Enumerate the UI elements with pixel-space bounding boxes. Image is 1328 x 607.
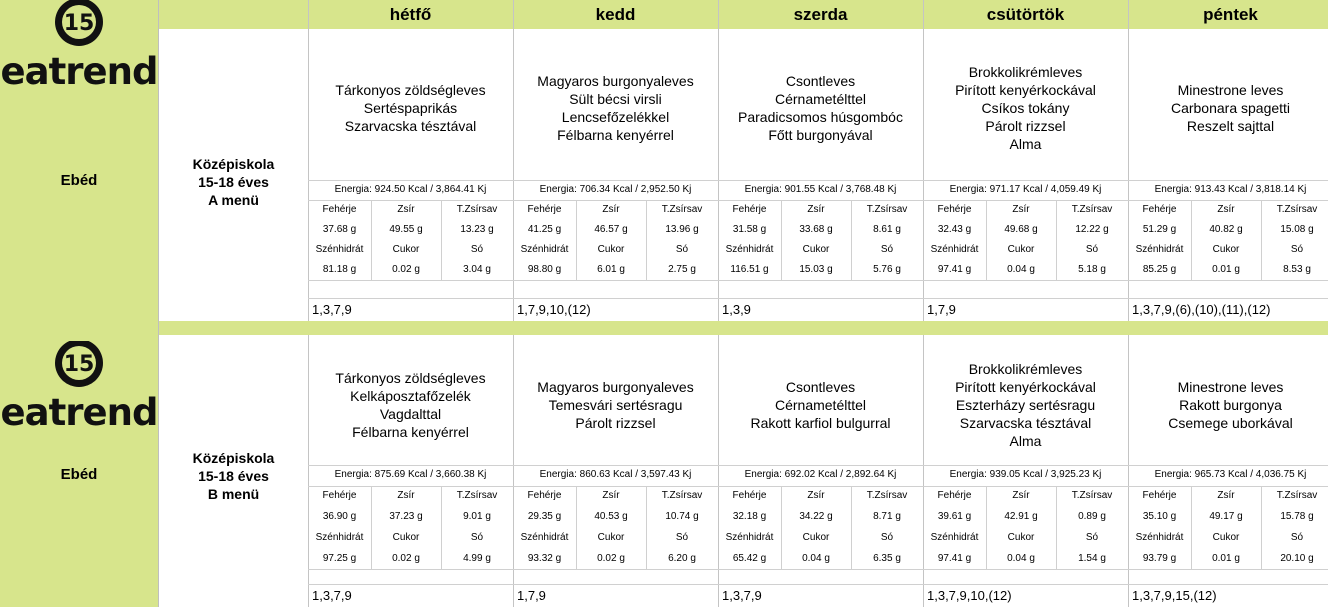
energy-value: Energia: 706.34 Kcal / 2,952.50 Kj — [539, 184, 692, 195]
nutrient-value: 0.04 g — [1007, 264, 1035, 275]
nutrient-label: Só — [1290, 244, 1304, 255]
nutrient-value: 32.43 g — [937, 224, 972, 235]
nutrient-value: 46.57 g — [594, 224, 628, 235]
grid-line — [781, 200, 782, 280]
nutrient-value: 37.23 g — [389, 511, 423, 522]
logo-number: 15 — [63, 352, 95, 377]
menu-items — [718, 38, 923, 178]
day-header: hétfő — [389, 5, 432, 24]
nutrient-value: 10.74 g — [665, 511, 699, 522]
nutrient-label: Szénhidrát — [520, 244, 569, 255]
day-header: péntek — [1203, 5, 1258, 24]
nutrient-label: T.Zsírsav — [661, 490, 703, 501]
nutrient-value: 13.96 g — [665, 224, 699, 235]
nutrient-label: T.Zsírsav — [456, 490, 498, 501]
menu-item: Reszelt sajttal — [1186, 118, 1275, 134]
menu-item: Pirított kenyérkockával — [955, 82, 1096, 98]
nutrient-value: 36.90 g — [322, 511, 357, 522]
grid-line — [371, 486, 372, 569]
allergen-codes: 1,3,7,9,10,(12) — [927, 588, 1012, 603]
nutrient-value: 0.02 g — [392, 553, 420, 564]
nutrient-label: Fehérje — [527, 490, 562, 501]
grid-line — [513, 0, 514, 321]
nutrient-value: 15.08 g — [1280, 224, 1314, 235]
energy-value: Energia: 692.02 Kcal / 2,892.64 Kj — [744, 469, 897, 480]
grid-line — [851, 200, 852, 280]
nutrient-label: Só — [880, 244, 894, 255]
grid-line — [718, 335, 719, 607]
menu-item: Paradicsomos húsgombóc — [738, 109, 903, 125]
allergen-codes: 1,3,9 — [722, 302, 751, 317]
menu-item: Cérnametélttel — [774, 397, 867, 413]
menu-item: Csíkos tokány — [981, 100, 1070, 116]
grid-line — [718, 0, 719, 321]
nutrient-value: 12.22 g — [1075, 224, 1109, 235]
nutrient-value: 40.53 g — [594, 511, 628, 522]
nutrient-label: Fehérje — [322, 490, 357, 501]
menu-items — [923, 38, 1128, 178]
menu-item: Lencsefőzelékkel — [561, 109, 670, 125]
grid-line — [308, 584, 1328, 585]
energy-value: Energia: 971.17 Kcal / 4,059.49 Kj — [949, 184, 1102, 195]
grid-line — [646, 486, 647, 569]
grid-line — [1261, 486, 1262, 569]
meal-label: Ebéd — [60, 466, 98, 483]
menu-item: Minestrone leves — [1177, 82, 1284, 98]
allergen-codes: 1,3,7,9 — [312, 588, 352, 603]
nutrient-value: 35.10 g — [1142, 511, 1177, 522]
nutrient-label: T.Zsírsav — [456, 204, 498, 215]
nutrient-label: Só — [1085, 244, 1099, 255]
nutrient-value: 33.68 g — [799, 224, 833, 235]
nutrient-label: Szénhidrát — [930, 532, 979, 543]
nutrient-value: 0.02 g — [392, 264, 420, 275]
day-header: csütörtök — [986, 5, 1065, 24]
energy-value: Energia: 901.55 Kcal / 3,768.48 Kj — [744, 184, 897, 195]
energy-value: Energia: 939.05 Kcal / 3,925.23 Kj — [949, 469, 1102, 480]
nutrient-label: Fehérje — [937, 204, 972, 215]
nutrient-label: Fehérje — [1142, 490, 1177, 501]
nutrient-value: 8.61 g — [873, 224, 901, 235]
menu-item: Párolt rizzsel — [575, 415, 656, 431]
allergen-codes: 1,3,7,9,15,(12) — [1132, 588, 1217, 603]
nutrient-label: Szénhidrát — [725, 532, 774, 543]
nutrient-value: 0.01 g — [1212, 553, 1240, 564]
menu-item: Főtt burgonyával — [768, 127, 873, 143]
group-label: Középiskola — [192, 156, 275, 172]
grid-line — [371, 200, 372, 280]
nutrient-label: T.Zsírsav — [1071, 490, 1113, 501]
menu-item: Csontleves — [785, 379, 856, 395]
nutrient-value: 2.75 g — [668, 264, 696, 275]
nutrient-value: 49.68 g — [1004, 224, 1038, 235]
nutrient-label: Zsír — [807, 204, 825, 215]
nutrient-label: Só — [1085, 532, 1099, 543]
nutrient-label: Cukor — [802, 532, 830, 543]
nutrient-label: Cukor — [802, 244, 830, 255]
grid-line — [308, 569, 1328, 570]
nutrient-label: T.Zsírsav — [866, 490, 908, 501]
menu-item: Szarvacska tésztával — [344, 118, 477, 134]
group-label: 15-18 éves — [198, 174, 269, 190]
grid-line — [308, 180, 1328, 181]
energy-value: Energia: 913.43 Kcal / 3,818.14 Kj — [1154, 184, 1307, 195]
nutrient-value: 42.91 g — [1004, 511, 1038, 522]
nutrient-label: Zsír — [602, 490, 620, 501]
menu-item: Minestrone leves — [1177, 379, 1284, 395]
nutrient-label: Zsír — [1217, 204, 1235, 215]
menu-item: Magyaros burgonyaleves — [537, 379, 694, 395]
nutrient-label: T.Zsírsav — [1276, 204, 1318, 215]
nutrient-value: 5.76 g — [873, 264, 901, 275]
nutrient-value: 0.89 g — [1078, 511, 1106, 522]
nutrient-label: Cukor — [597, 532, 625, 543]
allergen-codes: 1,7,9 — [517, 588, 546, 603]
menu-item: Rakott burgonya — [1179, 397, 1282, 413]
grid-line — [441, 200, 442, 280]
allergen-codes: 1,3,7,9 — [722, 588, 762, 603]
nutrient-value: 0.04 g — [802, 553, 830, 564]
nutrient-label: Zsír — [1217, 490, 1235, 501]
grid-line — [1056, 486, 1057, 569]
grid-line — [781, 486, 782, 569]
nutrient-label: Szénhidrát — [1135, 244, 1184, 255]
nutrient-value: 0.01 g — [1212, 264, 1240, 275]
nutrient-label: T.Zsírsav — [866, 204, 908, 215]
nutrient-label: Só — [675, 244, 689, 255]
allergen-codes: 1,3,7,9 — [312, 302, 352, 317]
menu-items — [718, 345, 923, 465]
menu-item: Sertéspaprikás — [363, 100, 458, 116]
menu-item: Cérnametélttel — [774, 91, 867, 107]
eatrend-logo — [0, 0, 158, 110]
menu-items — [1128, 38, 1328, 178]
grid-line — [576, 486, 577, 569]
nutrient-value: 32.18 g — [732, 511, 767, 522]
nutrient-value: 97.41 g — [937, 264, 972, 275]
nutrient-value: 116.51 g — [730, 264, 769, 275]
nutrient-label: Só — [470, 532, 484, 543]
energy-value: Energia: 924.50 Kcal / 3,864.41 Kj — [334, 184, 487, 195]
menu-item: Brokkolikrémleves — [968, 361, 1083, 377]
menu-item: Magyaros burgonyaleves — [537, 73, 694, 89]
allergen-codes: 1,3,7,9,(6),(10),(11),(12) — [1132, 302, 1271, 317]
nutrient-label: T.Zsírsav — [1276, 490, 1318, 501]
nutrient-value: 51.29 g — [1142, 224, 1177, 235]
grid-line — [441, 486, 442, 569]
menu-item: Félbarna kenyérrel — [352, 424, 469, 440]
nutrient-label: Szénhidrát — [1135, 532, 1184, 543]
menu-items — [308, 345, 513, 465]
brand-name: eatrend — [0, 391, 158, 434]
grid-line — [851, 486, 852, 569]
nutrient-value: 31.58 g — [732, 224, 767, 235]
nutrient-value: 41.25 g — [527, 224, 562, 235]
grid-line — [923, 335, 924, 607]
nutrient-label: Zsír — [397, 490, 415, 501]
menu-item: Vagdalttal — [379, 406, 442, 422]
allergen-codes: 1,7,9 — [927, 302, 956, 317]
grid-line — [986, 200, 987, 280]
allergen-codes: 1,7,9,10,(12) — [517, 302, 591, 317]
nutrient-label: Zsír — [1012, 204, 1030, 215]
grid-line — [986, 486, 987, 569]
menu-item: Csontleves — [785, 73, 856, 89]
meal-label: Ebéd — [60, 172, 98, 189]
grid-line — [308, 465, 1328, 466]
nutrient-value: 0.04 g — [1007, 553, 1035, 564]
eatrend-logo — [0, 341, 158, 451]
nutrient-label: Cukor — [1212, 532, 1240, 543]
energy-value: Energia: 965.73 Kcal / 4,036.75 Kj — [1154, 469, 1307, 480]
nutrient-value: 8.53 g — [1283, 264, 1311, 275]
group-label: B menü — [207, 486, 260, 502]
nutrient-value: 20.10 g — [1280, 553, 1314, 564]
grid-line — [646, 200, 647, 280]
nutrient-label: Só — [675, 532, 689, 543]
nutrient-label: Fehérje — [1142, 204, 1177, 215]
nutrient-label: Cukor — [1007, 532, 1035, 543]
grid-line — [308, 280, 1328, 281]
nutrient-label: Cukor — [392, 244, 420, 255]
group-label: A menü — [208, 192, 259, 208]
energy-value: Energia: 860.63 Kcal / 3,597.43 Kj — [539, 469, 692, 480]
nutrient-label: Szénhidrát — [520, 532, 569, 543]
nutrient-label: Zsír — [602, 204, 620, 215]
day-header: kedd — [595, 5, 636, 24]
nutrient-value: 93.32 g — [527, 553, 562, 564]
grid-line — [923, 0, 924, 321]
grid-line — [308, 486, 1328, 487]
nutrient-label: Só — [880, 532, 894, 543]
grid-line — [308, 335, 309, 607]
nutrient-value: 98.80 g — [527, 264, 562, 275]
nutrient-value: 93.79 g — [1142, 553, 1177, 564]
nutrient-value: 6.35 g — [873, 553, 901, 564]
nutrient-label: Cukor — [392, 532, 420, 543]
nutrient-value: 15.78 g — [1280, 511, 1314, 522]
grid-line — [1191, 486, 1192, 569]
menu-item: Rakott karfiol bulgurral — [750, 415, 891, 431]
menu-item: Alma — [1009, 136, 1042, 152]
nutrient-value: 1.54 g — [1078, 553, 1106, 564]
grid-line — [1128, 0, 1129, 321]
nutrient-label: Só — [1290, 532, 1304, 543]
menu-item: Csemege uborkával — [1168, 415, 1293, 431]
nutrient-value: 4.99 g — [463, 553, 491, 564]
nutrient-value: 15.03 g — [799, 264, 833, 275]
section-separator — [0, 321, 1328, 335]
grid-line — [1056, 200, 1057, 280]
nutrient-value: 8.71 g — [873, 511, 901, 522]
menu-item: Tárkonyos zöldségleves — [335, 82, 486, 98]
menu-item: Kelkáposztafőzelék — [350, 388, 471, 404]
menu-item: Félbarna kenyérrel — [557, 127, 674, 143]
grid-line — [1261, 200, 1262, 280]
menu-items — [513, 345, 718, 465]
nutrient-value: 97.41 g — [937, 553, 972, 564]
nutrient-label: Fehérje — [322, 204, 357, 215]
nutrient-label: T.Zsírsav — [661, 204, 703, 215]
menu-item: Alma — [1009, 433, 1042, 449]
logo-number: 15 — [63, 11, 95, 36]
nutrient-label: Zsír — [807, 490, 825, 501]
brand-name: eatrend — [0, 50, 158, 93]
menu-item: Tárkonyos zöldségleves — [335, 370, 486, 386]
nutrient-label: T.Zsírsav — [1071, 204, 1113, 215]
menu-items — [1128, 345, 1328, 465]
nutrient-value: 29.35 g — [527, 511, 562, 522]
nutrient-label: Szénhidrát — [930, 244, 979, 255]
day-header: szerda — [793, 5, 848, 24]
nutrient-label: Fehérje — [937, 490, 972, 501]
menu-item: Sült bécsi virsli — [569, 91, 662, 107]
menu-item: Pirított kenyérkockával — [955, 379, 1096, 395]
grid-line — [1191, 200, 1192, 280]
menu-item: Temesvári sertésragu — [548, 397, 683, 413]
group-label: 15-18 éves — [198, 468, 269, 484]
nutrient-value: 5.18 g — [1078, 264, 1106, 275]
nutrient-value: 65.42 g — [732, 553, 767, 564]
nutrient-label: Szénhidrát — [725, 244, 774, 255]
nutrient-value: 3.04 g — [463, 264, 491, 275]
nutrient-value: 13.23 g — [460, 224, 494, 235]
nutrient-label: Zsír — [1012, 490, 1030, 501]
grid-line — [158, 0, 159, 321]
nutrient-label: Szénhidrát — [315, 244, 364, 255]
nutrient-label: Cukor — [597, 244, 625, 255]
nutrient-value: 6.01 g — [597, 264, 625, 275]
nutrient-value: 40.82 g — [1209, 224, 1243, 235]
grid-line — [308, 0, 309, 321]
menu-item: Carbonara spagetti — [1170, 100, 1291, 116]
grid-line — [158, 321, 159, 607]
nutrient-value: 97.25 g — [322, 553, 357, 564]
nutrient-label: Zsír — [397, 204, 415, 215]
nutrient-label: Cukor — [1212, 244, 1240, 255]
nutrient-value: 85.25 g — [1142, 264, 1177, 275]
nutrient-value: 39.61 g — [937, 511, 972, 522]
nutrient-label: Szénhidrát — [315, 532, 364, 543]
nutrient-value: 81.18 g — [322, 264, 357, 275]
menu-item: Eszterházy sertésragu — [955, 397, 1096, 413]
nutrient-value: 34.22 g — [799, 511, 833, 522]
nutrient-value: 6.20 g — [668, 553, 696, 564]
energy-value: Energia: 875.69 Kcal / 3,660.38 Kj — [334, 469, 487, 480]
nutrient-value: 9.01 g — [463, 511, 491, 522]
grid-line — [513, 335, 514, 607]
grid-line — [1128, 335, 1129, 607]
menu-items — [513, 38, 718, 178]
nutrient-label: Fehérje — [732, 490, 767, 501]
nutrient-label: Fehérje — [527, 204, 562, 215]
menu-item: Párolt rizzsel — [985, 118, 1066, 134]
nutrient-label: Só — [470, 244, 484, 255]
menu-item: Szarvacska tésztával — [959, 415, 1092, 431]
nutrient-value: 37.68 g — [322, 224, 357, 235]
group-label: Középiskola — [192, 450, 275, 466]
menu-items — [308, 38, 513, 178]
nutrient-label: Fehérje — [732, 204, 767, 215]
nutrient-label: Cukor — [1007, 244, 1035, 255]
grid-line — [308, 200, 1328, 201]
grid-line — [576, 200, 577, 280]
nutrient-value: 0.02 g — [597, 553, 625, 564]
nutrient-value: 49.17 g — [1209, 511, 1243, 522]
nutrient-value: 49.55 g — [389, 224, 423, 235]
menu-items — [923, 345, 1128, 465]
menu-item: Brokkolikrémleves — [968, 64, 1083, 80]
grid-line — [308, 298, 1328, 299]
